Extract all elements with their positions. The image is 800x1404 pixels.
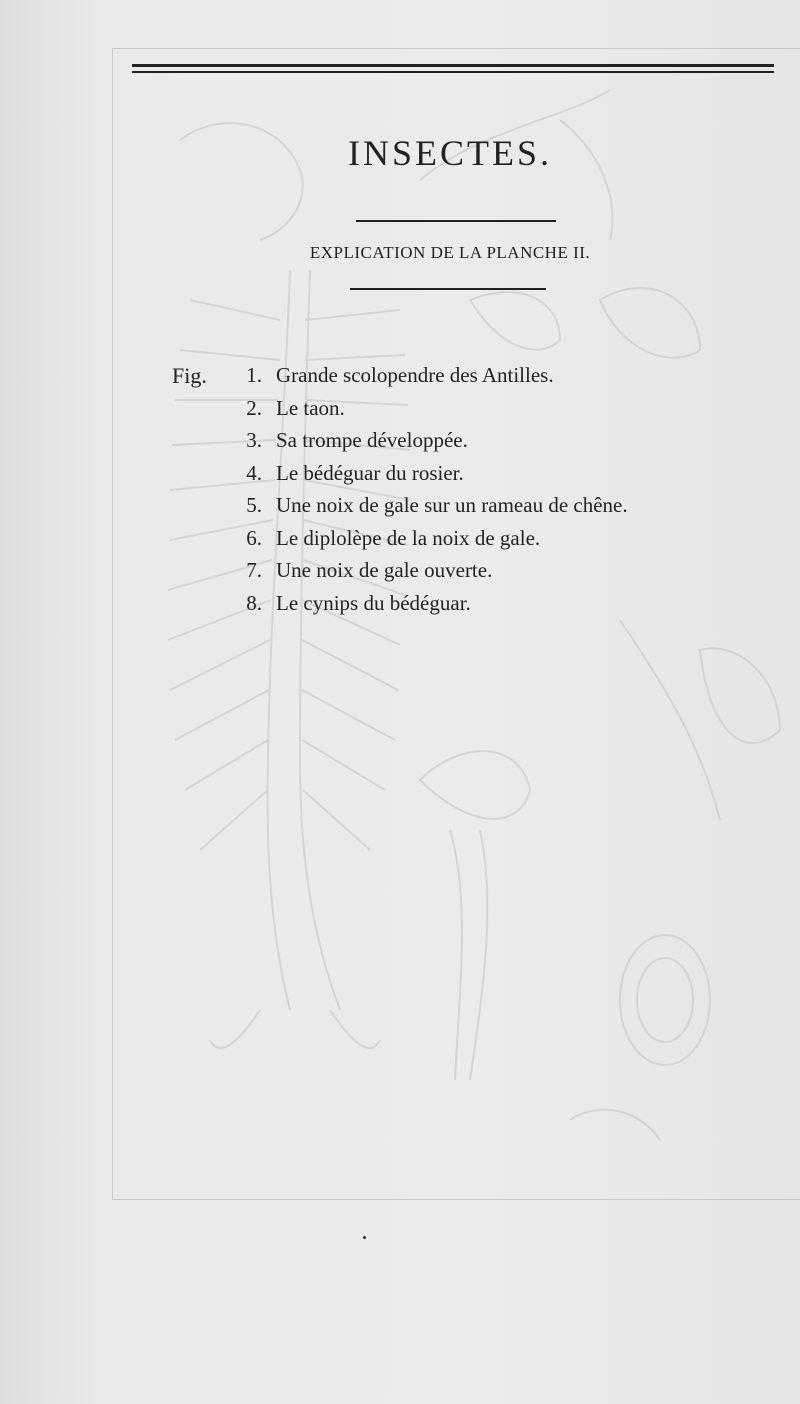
figure-item <box>200 493 760 526</box>
figure-number: 1. <box>246 363 262 387</box>
title-underline-rule <box>356 220 556 222</box>
figure-caption: Une noix de gale ouverte. <box>276 558 493 582</box>
figure-caption: Sa trompe développée. <box>276 428 468 452</box>
figure-list <box>200 363 760 623</box>
figure-item <box>200 526 760 559</box>
header-double-rule <box>132 64 774 73</box>
page-title: INSECTES. <box>347 133 552 173</box>
figure-item <box>200 428 760 461</box>
fig-label: Fig. <box>172 363 207 388</box>
figure-item <box>200 591 760 624</box>
figure-caption: Le diplolèpe de la noix de gale. <box>276 525 541 550</box>
figure-item <box>200 461 760 494</box>
plate-explanation-heading: EXPLICATION DE LA PLANCHE II. <box>309 243 591 262</box>
heading-underline-rule <box>350 288 546 290</box>
figure-number: 7. <box>246 558 262 582</box>
figure-number: 5. <box>246 493 262 517</box>
figure-number: 2. <box>246 395 262 420</box>
figure-item <box>200 396 760 429</box>
figure-number: 6. <box>246 525 262 550</box>
figure-caption: Le taon. <box>276 395 345 420</box>
figure-number: 8. <box>246 590 262 615</box>
figure-caption: Le bédéguar du rosier. <box>276 460 464 485</box>
figure-caption: Une noix de gale sur un rameau de chêne. <box>276 493 628 517</box>
figure-number: 3. <box>246 428 262 452</box>
figure-caption: Le cynips du bédéguar. <box>276 590 471 615</box>
ink-speck <box>363 1236 366 1239</box>
figure-item <box>200 558 760 591</box>
figure-number: 4. <box>246 460 262 485</box>
figure-caption: Grande scolopendre des Antilles. <box>276 363 554 387</box>
figure-item <box>200 363 760 396</box>
